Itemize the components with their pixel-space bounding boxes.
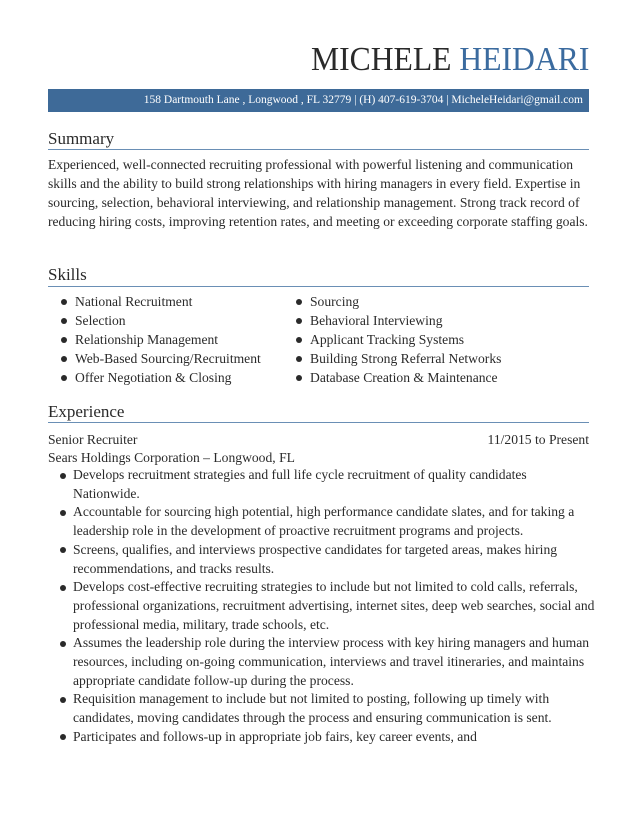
- job-title-line: [48, 430, 589, 449]
- skills-left-list: [61, 292, 261, 387]
- skill-item: Behavioral Interviewing: [296, 311, 501, 330]
- skill-item: Web-Based Sourcing/Recruitment: [61, 349, 261, 368]
- experience-divider: [48, 422, 589, 423]
- skill-item: Sourcing: [296, 292, 501, 311]
- candidate-name: [311, 38, 589, 82]
- skill-item: National Recruitment: [61, 292, 261, 311]
- job-company: Sears Holdings Corporation – Longwood, FL: [48, 450, 295, 465]
- contact-bar: 158 Dartmouth Lane , Longwood , FL 32779 | (H) 407-619-3704 | MicheleHeidari@gmail.com: [48, 89, 589, 112]
- job-bullet: Screens, qualifies, and interviews prospective candidates for targeted areas, makes hiring recommendations, and tracks results.: [60, 541, 595, 578]
- skill-item: Building Strong Referral Networks: [296, 349, 501, 368]
- summary-text: Experienced, well-connected recruiting professional with powerful listening and communication skills and the ability to build strong relationships with hiring managers in every field. Expertise in sourcing, selection, behavioral interviewing, and relationship management. Strong track record of reducing hiring costs, improving retention rates, and meeting or exceeding corporate staffing goals.: [48, 157, 588, 229]
- first-name: MICHELE: [310, 41, 452, 78]
- skills-heading: Skills: [48, 265, 87, 284]
- summary-heading: Summary: [48, 129, 115, 148]
- job-bullets: [60, 466, 595, 747]
- job-bullet: Requisition management to include but not limited to posting, following up timely with candidates, moving candidates through the process and ensuring communication is sent.: [60, 690, 595, 727]
- job-dates: 11/2015 to Present: [487, 432, 589, 447]
- skill-item: Relationship Management: [61, 330, 261, 349]
- skill-item: Selection: [61, 311, 261, 330]
- experience-heading: Experience: [48, 402, 125, 421]
- job-bullet: Accountable for sourcing high potential, high performance candidate slates, and for taking a leadership role in the development of proactive recruitment programs and projects.: [60, 503, 595, 540]
- skill-item: Database Creation & Maintenance: [296, 368, 501, 387]
- skills-divider: [48, 286, 589, 287]
- skill-item: Offer Negotiation & Closing: [61, 368, 261, 387]
- job-title: Senior Recruiter: [48, 432, 138, 447]
- skill-item: Applicant Tracking Systems: [296, 330, 501, 349]
- last-name: HEIDARI: [459, 41, 589, 78]
- job-bullet: Develops cost-effective recruiting strategies to include but not limited to cold calls, referrals, professional organizations, recruitment advertising, internet sites, deep web searches, social and professional media, military, trade schools, etc.: [60, 578, 595, 634]
- job-bullet: Assumes the leadership role during the interview process with key hiring managers and human resources, including on-going communication, interviews and travel itineraries, and maintains appropriate candidate follow-up during the process.: [60, 634, 595, 690]
- job-bullet: Participates and follows-up in appropriate job fairs, key career events, and: [60, 728, 595, 747]
- job-bullet: Develops recruitment strategies and full life cycle recruitment of quality candidates Nationwide.: [60, 466, 595, 503]
- summary-divider: [48, 149, 589, 150]
- skills-right-list: [296, 292, 501, 387]
